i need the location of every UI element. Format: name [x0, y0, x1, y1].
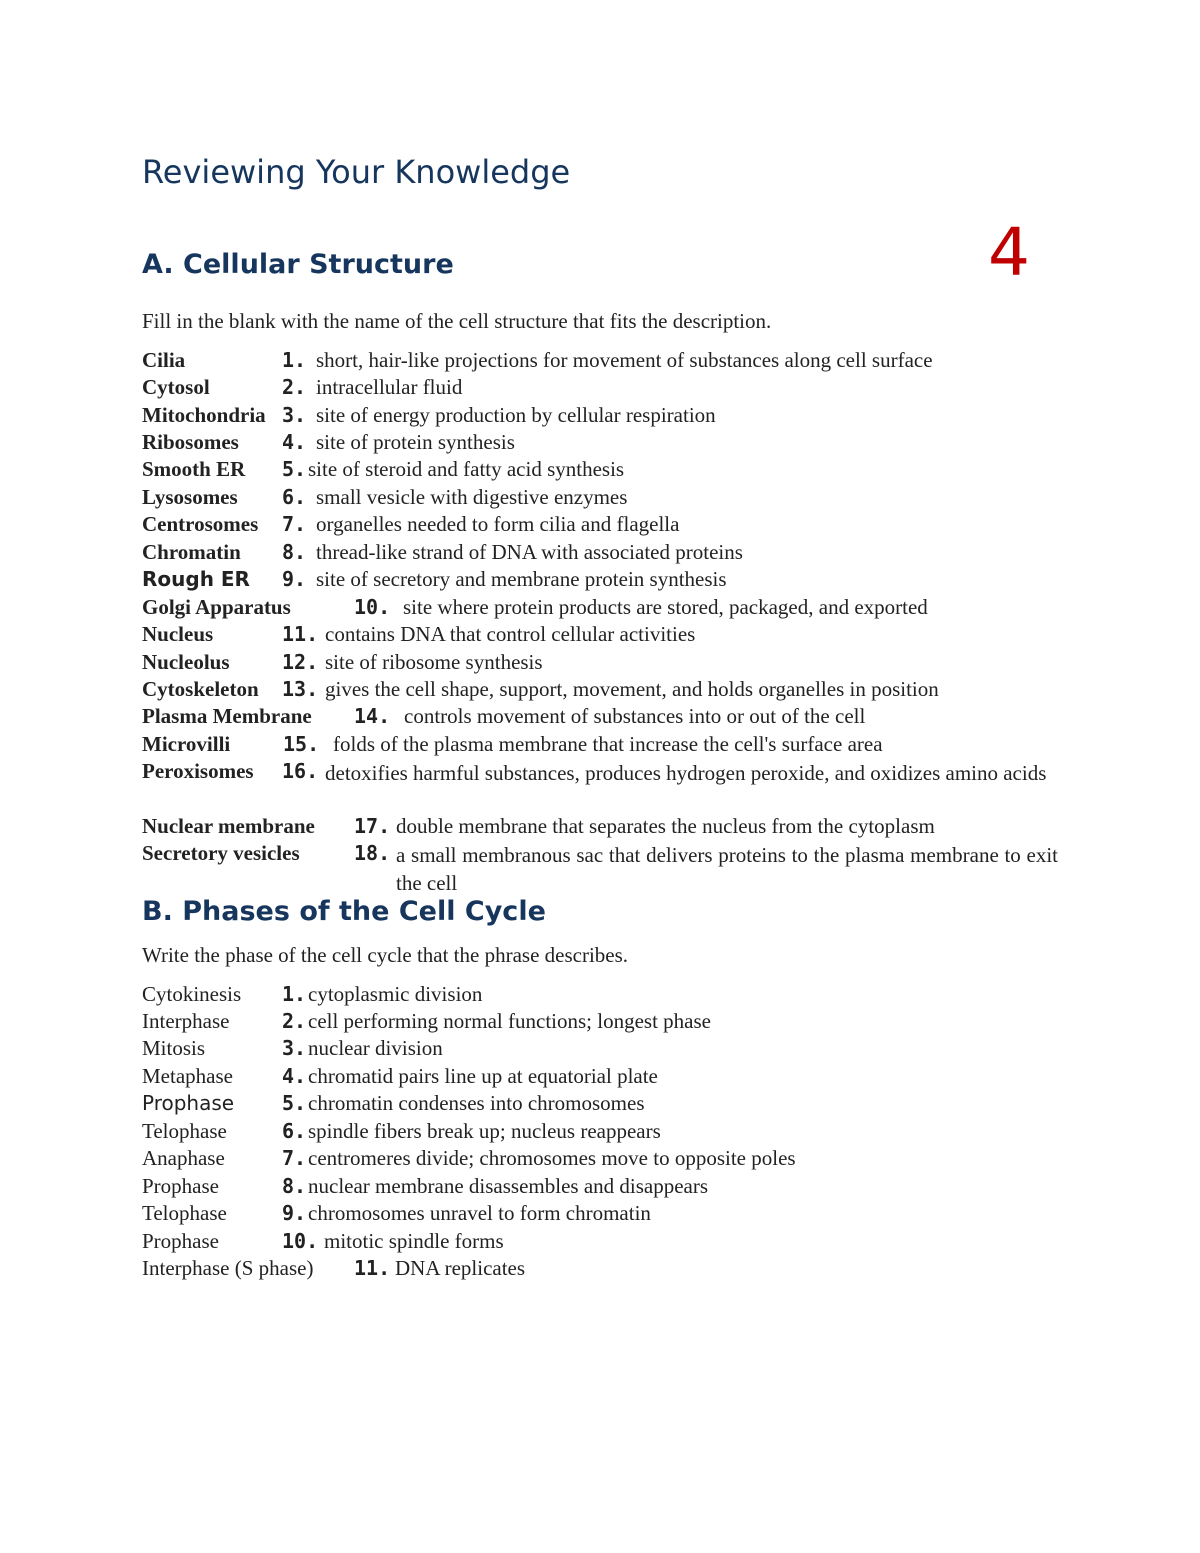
- answer-text: Interphase (S phase): [142, 1256, 314, 1280]
- item-number: 4.: [282, 430, 307, 454]
- item-number: 13.: [282, 677, 319, 701]
- item-description: nuclear division: [308, 1036, 443, 1060]
- cell-structure-item: [142, 814, 1058, 842]
- cell-cycle-item: [142, 1174, 1058, 1202]
- item-description: site of steroid and fatty acid synthesis: [308, 457, 625, 481]
- item-number: 3.: [282, 403, 307, 427]
- cell-cycle-item: [142, 1064, 1058, 1092]
- cell-structure-item: [142, 732, 1058, 760]
- item-description: cytoplasmic division: [308, 982, 483, 1006]
- cell-cycle-item: [142, 1036, 1058, 1064]
- item-number: 8.: [282, 540, 307, 564]
- cell-cycle-item: [142, 1256, 1058, 1284]
- cell-cycle-item: [142, 1201, 1058, 1229]
- answer-text: Anaphase: [142, 1146, 225, 1170]
- answer-text: Microvilli: [142, 732, 231, 756]
- answer-text: Smooth ER: [142, 457, 246, 481]
- item-description: contains DNA that control cellular activities: [325, 622, 696, 646]
- item-number: 11.: [282, 622, 319, 646]
- section-b-heading: B. Phases of the Cell Cycle: [142, 896, 546, 927]
- answer-text: Interphase: [142, 1009, 230, 1033]
- item-description: nuclear membrane disassembles and disappears: [308, 1174, 709, 1198]
- item-number: 4.: [282, 1064, 307, 1088]
- cell-cycle-item: [142, 1009, 1058, 1037]
- item-description: small vesicle with digestive enzymes: [316, 485, 628, 509]
- cell-structure-item: [142, 375, 1058, 403]
- item-description: site of ribosome synthesis: [325, 650, 543, 674]
- item-number: 12.: [282, 650, 319, 674]
- item-number: 7.: [282, 512, 307, 536]
- item-number: 15.: [283, 732, 320, 756]
- answer-text: Rough ER: [142, 567, 250, 591]
- item-number: 7.: [282, 1146, 307, 1170]
- answer-text: Prophase: [142, 1091, 235, 1115]
- item-description: site of secretory and membrane protein synthesis: [316, 567, 727, 591]
- item-number: 5.: [282, 457, 307, 481]
- page-title: Reviewing Your Knowledge: [142, 153, 571, 191]
- item-description: chromatin condenses into chromosomes: [308, 1091, 645, 1115]
- item-number: 6.: [282, 485, 307, 509]
- item-description: cell performing normal functions; longest phase: [308, 1009, 711, 1033]
- answer-text: Telophase: [142, 1119, 227, 1143]
- answer-text: Secretory vesicles: [142, 841, 300, 865]
- item-number: 14.: [354, 704, 391, 728]
- answer-text: Nucleus: [142, 622, 214, 646]
- item-description: site where protein products are stored, packaged, and exported: [403, 595, 928, 619]
- item-number: 11.: [354, 1256, 391, 1280]
- section-b-instructions: Write the phase of the cell cycle that the phrase describes.: [142, 943, 629, 967]
- item-description: intracellular fluid: [316, 375, 463, 399]
- item-number: 5.: [282, 1091, 307, 1115]
- cell-structure-item: [142, 650, 1058, 678]
- cell-structure-item: [142, 430, 1058, 458]
- cell-cycle-item: [142, 982, 1058, 1010]
- item-number: 9.: [282, 567, 307, 591]
- answer-text: Plasma Membrane: [142, 704, 312, 728]
- item-number: 3.: [282, 1036, 307, 1060]
- item-number: 10.: [282, 1229, 319, 1253]
- section-a-instructions: Fill in the blank with the name of the cell structure that fits the description.: [142, 309, 772, 333]
- item-number: 17.: [354, 814, 391, 838]
- cell-structure-item: [142, 457, 1058, 485]
- answer-text: Nucleolus: [142, 650, 230, 674]
- answer-text: Prophase: [142, 1229, 219, 1253]
- item-description: chromosomes unravel to form chromatin: [308, 1201, 651, 1225]
- cell-structure-item: [142, 540, 1058, 568]
- cell-structure-item: [142, 595, 1058, 623]
- item-number: 16.: [282, 759, 319, 783]
- cell-structure-item: [142, 512, 1058, 540]
- answer-text: Golgi Apparatus: [142, 595, 291, 619]
- cell-structure-item: [142, 759, 1058, 815]
- answer-text: Cilia: [142, 348, 186, 372]
- cell-structure-item: [142, 704, 1058, 732]
- item-number: 1.: [282, 982, 307, 1006]
- cell-structure-item: [142, 348, 1058, 376]
- page-number: 4: [988, 214, 1030, 291]
- answer-text: Centrosomes: [142, 512, 259, 536]
- section-a-heading: A. Cellular Structure: [142, 249, 454, 280]
- item-description: chromatid pairs line up at equatorial plate: [308, 1064, 658, 1088]
- item-number: 6.: [282, 1119, 307, 1143]
- item-description: a small membranous sac that delivers proteins to the plasma membrane to exit the cell: [396, 843, 1058, 895]
- item-description: double membrane that separates the nucleus from the cytoplasm: [396, 814, 935, 838]
- item-description: organelles needed to form cilia and flagella: [316, 512, 680, 536]
- item-number: 8.: [282, 1174, 307, 1198]
- item-description: gives the cell shape, support, movement, and holds organelles in position: [325, 677, 939, 701]
- item-description: detoxifies harmful substances, produces hydrogen peroxide, and oxidizes amino acids: [325, 761, 1047, 785]
- answer-text: Cytosol: [142, 375, 210, 399]
- answer-text: Chromatin: [142, 540, 241, 564]
- cell-structure-item: [142, 677, 1058, 705]
- cell-structure-item: [142, 567, 1058, 595]
- item-description: DNA replicates: [395, 1256, 526, 1280]
- answer-text: Telophase: [142, 1201, 227, 1225]
- cell-cycle-item: [142, 1091, 1058, 1119]
- item-number: 1.: [282, 348, 307, 372]
- cell-cycle-item: [142, 1146, 1058, 1174]
- item-number: 10.: [354, 595, 391, 619]
- item-description: site of energy production by cellular respiration: [316, 403, 716, 427]
- item-description: centromeres divide; chromosomes move to opposite poles: [308, 1146, 796, 1170]
- item-description: thread-like strand of DNA with associated proteins: [316, 540, 743, 564]
- item-description: mitotic spindle forms: [324, 1229, 504, 1253]
- item-description: controls movement of substances into or out of the cell: [404, 704, 866, 728]
- answer-text: Mitochondria: [142, 403, 266, 427]
- cell-structure-item: [142, 622, 1058, 650]
- cell-cycle-item: [142, 1229, 1058, 1257]
- answer-text: Peroxisomes: [142, 759, 254, 783]
- answer-text: Nuclear membrane: [142, 814, 315, 838]
- answer-text: Ribosomes: [142, 430, 239, 454]
- answer-text: Mitosis: [142, 1036, 206, 1060]
- answer-text: Prophase: [142, 1174, 219, 1198]
- cell-structure-item: [142, 841, 1058, 897]
- item-description: spindle fibers break up; nucleus reappears: [308, 1119, 661, 1143]
- cell-cycle-item: [142, 1119, 1058, 1147]
- item-description: site of protein synthesis: [316, 430, 515, 454]
- answer-text: Lysosomes: [142, 485, 238, 509]
- item-number: 2.: [282, 1009, 307, 1033]
- item-number: 2.: [282, 375, 307, 399]
- item-number: 9.: [282, 1201, 307, 1225]
- item-number: 18.: [354, 841, 391, 865]
- item-description: folds of the plasma membrane that increase the cell's surface area: [333, 732, 883, 756]
- cell-structure-item: [142, 485, 1058, 513]
- cell-structure-item: [142, 403, 1058, 431]
- answer-text: Cytoskeleton: [142, 677, 259, 701]
- item-description: short, hair-like projections for movement of substances along cell surface: [316, 348, 933, 372]
- answer-text: Metaphase: [142, 1064, 233, 1088]
- answer-text: Cytokinesis: [142, 982, 242, 1006]
